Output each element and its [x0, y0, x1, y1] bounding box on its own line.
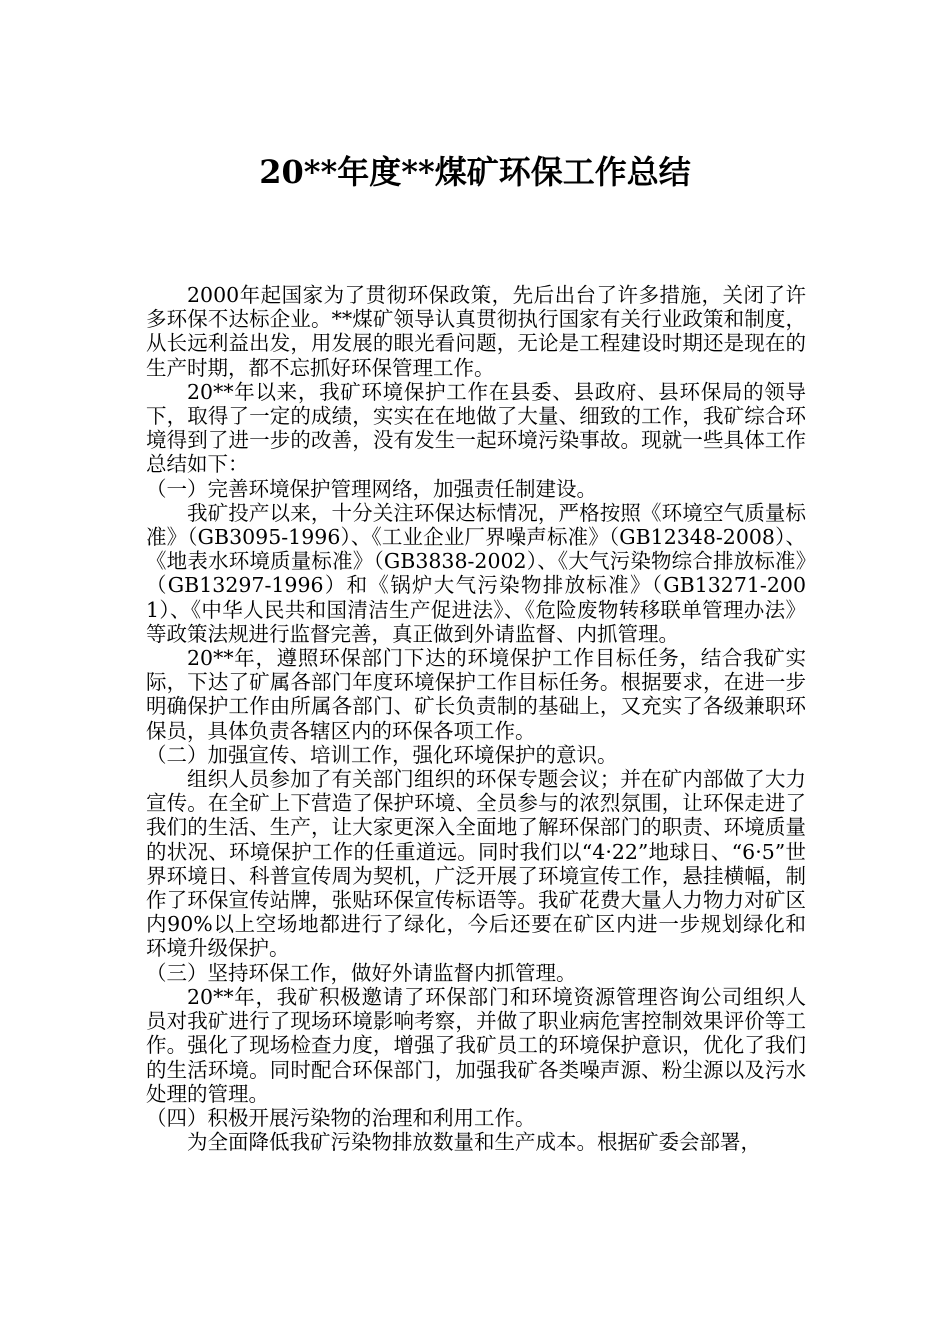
paragraph-supervision: 20**年，我矿积极邀请了环保部门和环境资源管理咨询公司组织人员对我矿进行了现场环境影响考察，并做了职业病危害控制效果评价等工作。强化了现场检查力度，增强了我矿员工的环境保护意识，优化了我们的生活环境。同时配合环保部门，加强我矿各类噪声源、粉尘源以及污水处理的管理。	[146, 984, 806, 1106]
document-body	[146, 283, 806, 1154]
paragraph-targets: 20**年，遵照环保部门下达的环境保护工作目标任务，结合我矿实际，下达了矿属各部门年度环境保护工作目标任务。根据要求，在进一步明确保护工作由所属各部门、矿长负责制的基础上，又充实了各级兼职环保员，具体负责各辖区内的环保各项工作。	[146, 646, 806, 743]
paragraph-pollution: 为全面降低我矿污染物排放数量和生产成本。根据矿委会部署，	[187, 1130, 761, 1155]
paragraph-intro: 2000年起国家为了贯彻环保政策，先后出台了许多措施，关闭了许多环保不达标企业。**煤矿领导认真贯彻执行国家有关行业政策和制度，从长远利益出发，用发展的眼光看问题，无论是工程建设时期还是现在的生产时期，都不忘抓好环保管理工作。	[146, 283, 806, 380]
paragraph-overview: 20**年以来，我矿环境保护工作在县委、县政府、县环保局的领导下，取得了一定的成绩，实实在在地做了大量、细致的工作，我矿综合环境得到了进一步的改善，没有发生一起环境污染事故。现就一些具体工作总结如下：	[146, 379, 806, 477]
section-heading-1: （一）完善环境保护管理网络，加强责任制建设。	[146, 476, 597, 501]
section-heading-4: （四）积极开展污染物的治理和利用工作。	[146, 1105, 536, 1130]
section-heading-3: （三）坚持环保工作，做好外请监督内抓管理。	[146, 960, 577, 985]
section-heading-2: （二）加强宣传、培训工作，强化环境保护的意识。	[146, 742, 618, 767]
document-title: 20**年度**煤矿环保工作总结	[259, 153, 691, 191]
paragraph-standards: 我矿投产以来，十分关注环保达标情况，严格按照《环境空气质量标准》（GB3095-1996）、《工业企业厂界噪声标准》（GB12348-2008）、《地表水环境质量标准》（GB3838-2002）、《大气污染物综合排放标准》（GB13297-1996）和《锅炉大气污染物排放标准》（GB13271-2001）、《中华人民共和国清洁生产促进法》、《危险废物转移联单管理办法》等政策法规进行监督完善，真正做到外请监督、内抓管理。	[146, 500, 806, 646]
paragraph-publicity: 组织人员参加了有关部门组织的环保专题会议；并在矿内部做了大力宣传。在全矿上下营造了保护环境、全员参与的浓烈氛围，让环保走进了我们的生活、生产，让大家更深入全面地了解环保部门的职责、环境质量的状况、环境保护工作的任重道远。同时我们以“4·22”地球日、“6·5”世界环境日、科普宣传周为契机，广泛开展了环境宣传工作，悬挂横幅，制作了环保宣传站牌，张贴环保宣传标语等。我矿花费大量人力物力对矿区内90%以上空场地都进行了绿化，今后还要在矿区内进一步规划绿化和环境升级保护。	[146, 767, 806, 961]
